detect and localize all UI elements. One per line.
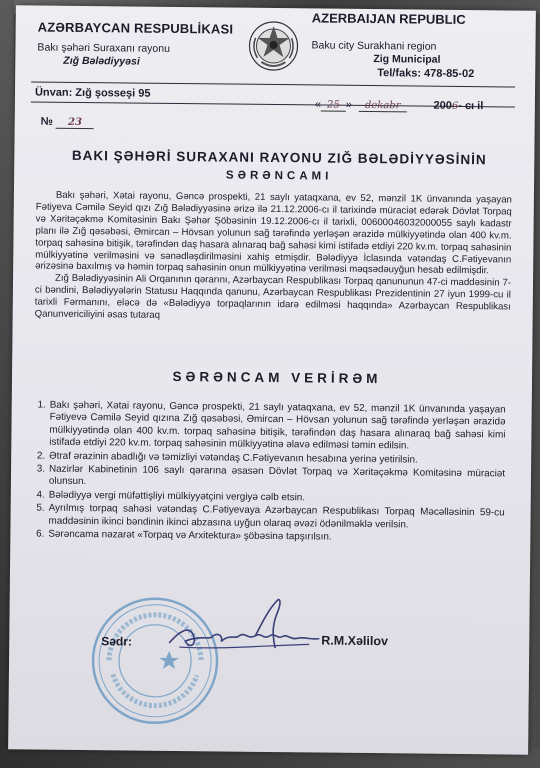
document-date <box>315 98 484 112</box>
decree-heading: SƏRƏNCAM VERİRƏM <box>172 368 382 387</box>
item-text: Sərəncama nəzarət «Torpaq və Arxitektura» şöbəsinə tapşırılsın. <box>48 528 332 543</box>
item-number: 1. <box>37 399 46 411</box>
item-text: Bakı şəhəri, Xətai rayonu, Gəncə prospekti, 21 saylı yataqxana, ev 52, mənzil 1K ünvanında yaşayan Fətiyevə Cəmilə Seyid qızına Zığ qəsəbəsi, Əmircan – Hövsan yolunun sağ tərəfində yerləşən ərazidə mülkiyyətində olan 400 kv.m. torpaq sahəsinə bitişik, tərəfindən daş hasara alınaraq bağ sahəsi kimi istifadə etdiyi 220 kv.m. torpaq sahəsinin mülkiyyətinə əlavə edilməsi təmin edilsin. <box>49 399 506 452</box>
header-right-municipality: Zig Municipal <box>373 53 441 66</box>
document-page <box>8 5 536 754</box>
number-label: № <box>40 115 54 128</box>
header-right-region: Baku city Surakhani region <box>311 39 437 53</box>
date-open-quote: « <box>314 98 322 111</box>
state-emblem-icon <box>241 18 306 75</box>
header-left-region: Bakı şəhəri Suraxanı rayonu <box>37 41 171 55</box>
header-right-title: AZERBAIJAN REPUBLIC <box>311 10 466 28</box>
item-number: 2. <box>36 450 46 462</box>
item-number: 5. <box>36 502 45 514</box>
paragraph-1: Bakı şəhəri, Xətai rayonu, Gəncə prospekti, 21 saylı yataqxana, ev 52, mənzil 1K ünvanında yaşayan Fətiyeva Cəmilə Seyid qızı Zığ Bələdiyyəsinə ərizə ilə 21.12.2006-cı il tarixində müraciət edərək Dövlət Torpaq və Xəritəçəkmə Komitəsinin Bakı Şəhər Şöbəsinin 19.12.2006-cı il tarixli, 00600046032000055 saylı kadastr planı ilə Zığ qəsəbəsi, Əmircan – Hövsan yolunun sağ tərəfində yerləşən ərazidə mülkiyyətində olan 400 kv.m. torpaq sahəsinə bitişik, tərəfindən daş hasara alınaraq bağ sahəsi kimi istifadə etdiyi 220 kv.m. torpaq sahəsinin mülkiyyətinə verilməsini və sənədləşdirilməsini xahiş etmişdir. Bələdiyyə İclasında vətəndaş C.Fətiyevanın ərizəsinə baxılmış və həmin torpaq sahəsinin onun mülkiyyətinə verilməsi məqsədəuyğun hesab edilmişdir. <box>35 189 512 277</box>
list-item <box>25 463 505 493</box>
telfax: Tel/faks: 478-85-02 <box>377 67 475 81</box>
item-number: 4. <box>36 489 45 501</box>
signature-label: Sədr: <box>101 634 133 649</box>
date-month: dekabr <box>364 99 401 112</box>
item-text: Nazirlər Kabinetinin 106 saylı qərarına əsasən Dövlət Torpaq və Xəritəçəkmə Komitəsinə müraciət olunsun. <box>48 463 506 488</box>
list-item <box>24 503 504 533</box>
handwritten-signature <box>159 591 332 663</box>
document-title: BAKI ŞƏHƏRİ SURAXANI RAYONU ZIĞ BƏLƏDİYYƏSİNİN <box>71 147 487 168</box>
document-subtitle: SƏRƏNCAMI <box>225 169 333 183</box>
date-year-digit: 6 <box>451 100 459 112</box>
item-text: Ətraf ərazinin abadlığı və təmizliyi vətəndaş C.Fətiyevanın hesabına yerinə yetirilsin. <box>49 450 418 466</box>
header-left-municipality: Zığ Bələdiyyəsi <box>63 54 140 68</box>
paragraph-2: Zığ Bələdiyyəsinin Ali Orqanının qərarını, Azərbaycan Respublikası Torpaq qanununun 47-ci maddəsinin 7-ci bəndini, Bələdiyyələrin Statusu Haqqında qanunu, Azərbaycan Respublikası Prezidentinin 27 iyun 1999-cu il tarixli Fərmanını, eləcə də «Bələdiyyə torpaqlarının idarə edilməsi haqqında» Azərbaycan Respublikası Qanunvericiliyini əsas tutaraq <box>34 273 512 321</box>
item-text: Ayrılmış torpaq sahəsi vətəndaş C.Fətiyevaya Azərbaycan Respublikası Torpaq Məcəlləsinin 59-cu maddəsinin ikinci bəndinin ikinci abzasına uyğun olaraq əvəzi ödənilməklə verilsin. <box>48 502 505 531</box>
date-suffix: - cı il <box>458 99 484 113</box>
decree-items <box>24 399 505 546</box>
signer-name: R.M.Xəlilov <box>321 633 389 649</box>
list-item <box>25 399 505 454</box>
item-number: 6. <box>36 528 45 540</box>
document-number <box>41 116 94 130</box>
number-value: 23 <box>67 116 83 128</box>
item-number: 3. <box>36 463 46 475</box>
header-left <box>37 20 243 69</box>
date-year-prefix: 200 <box>433 99 452 112</box>
header-right <box>311 10 512 66</box>
date-day: 25 <box>326 99 340 111</box>
address: Ünvan: Zığ şosseşi 95 <box>34 86 151 100</box>
item-text: Bələdiyyə vergi müfəttişliyi mülkiyyətçini vergiyə cəlb etsin. <box>48 489 306 504</box>
date-close-quote: » <box>345 98 352 111</box>
preamble <box>35 190 512 326</box>
header-left-title: AZƏRBAYCAN RESPUBLİKASI <box>37 19 234 37</box>
